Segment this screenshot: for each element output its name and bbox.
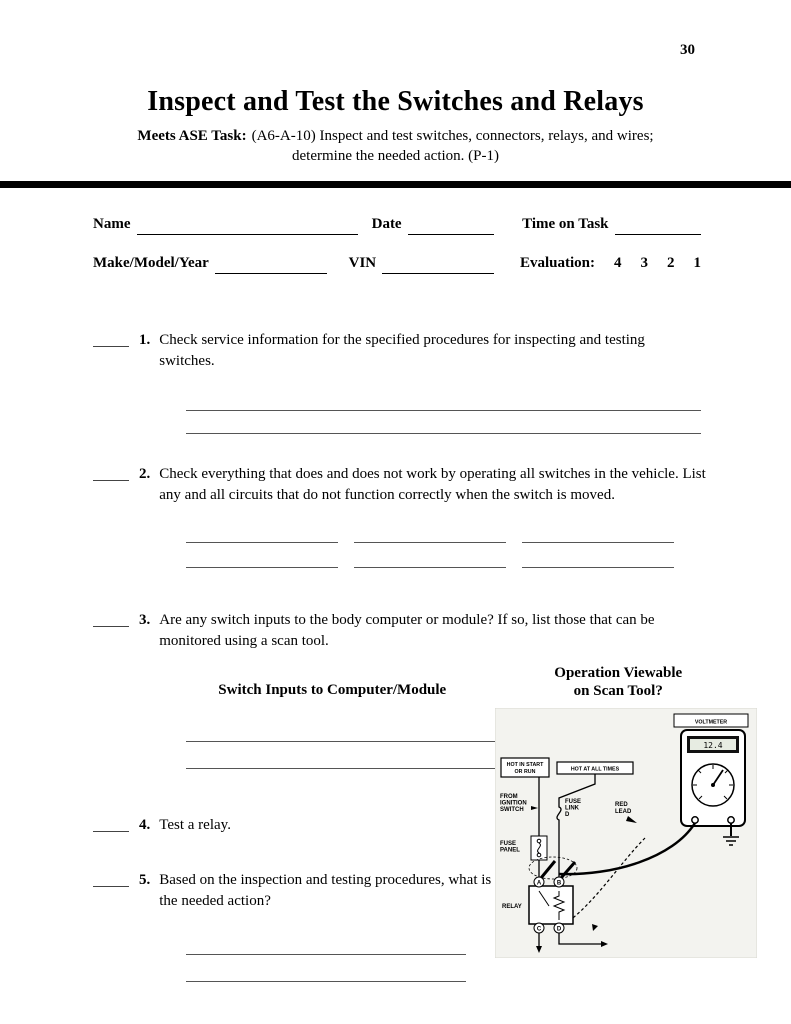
answer-line bbox=[186, 518, 338, 543]
ase-task-label: Meets ASE Task: bbox=[137, 128, 247, 145]
grade-blank bbox=[93, 613, 129, 627]
form-row-1 bbox=[93, 214, 701, 235]
time-on-task-blank bbox=[615, 220, 701, 235]
fuse-link-line1: FUSE bbox=[565, 799, 582, 805]
grade-blank bbox=[93, 333, 129, 347]
hot-at-all-times-label: HOT AT ALL TIMES bbox=[570, 766, 620, 773]
terminal-a-label: A bbox=[536, 880, 542, 887]
page-title: Inspect and Test the Switches and Relays bbox=[147, 86, 644, 117]
task-3-number: 3. bbox=[139, 611, 151, 628]
fuse-link-line2: LINK bbox=[565, 805, 579, 812]
vin-blank bbox=[382, 259, 494, 274]
answer-line bbox=[186, 928, 466, 955]
column-header-scan-tool-line2: on Scan Tool? bbox=[573, 683, 663, 700]
task-5-number: 5. bbox=[139, 872, 151, 889]
ase-task-line2: determine the needed action. (P-1) bbox=[292, 148, 499, 165]
answer-line bbox=[522, 518, 674, 543]
meter-terminal-left bbox=[692, 817, 698, 823]
from-ignition-line2: IGNITION bbox=[500, 800, 527, 807]
answer-line bbox=[354, 543, 506, 568]
answer-line bbox=[186, 411, 701, 434]
meter-terminal-right bbox=[728, 817, 734, 823]
answer-line bbox=[522, 543, 674, 568]
time-on-task-label: Time on Task bbox=[522, 215, 609, 232]
relay-test-diagram-svg bbox=[495, 708, 757, 958]
grade-blank bbox=[93, 467, 129, 481]
fuse-link-line3: D bbox=[565, 812, 570, 818]
task-2-answer-grid bbox=[186, 518, 791, 568]
red-lead-line2: LEAD bbox=[615, 809, 632, 815]
task-1-number: 1. bbox=[139, 331, 151, 348]
task-4-number: 4. bbox=[139, 817, 151, 834]
evaluation-score-1: 1 bbox=[693, 254, 701, 271]
answer-line bbox=[186, 715, 546, 742]
evaluation-score-2: 2 bbox=[667, 254, 675, 271]
fuse-panel-line1: FUSE bbox=[500, 841, 517, 847]
hot-in-start-label-line2: OR RUN bbox=[514, 769, 536, 775]
name-label: Name bbox=[93, 215, 131, 232]
make-model-year-label: Make/Model/Year bbox=[93, 254, 209, 271]
terminal-b-label: B bbox=[556, 880, 562, 887]
task-2-text: Check everything that does and does not work by operating all switches in the vehicle. List any and all circuits that do not function correctly when the switch is moved. bbox=[159, 465, 706, 503]
relay-label: RELAY bbox=[502, 904, 522, 910]
relay-test-diagram bbox=[495, 708, 757, 958]
from-ignition-line1: FROM bbox=[500, 794, 518, 800]
answer-grid-row bbox=[186, 518, 791, 543]
answer-line bbox=[186, 543, 338, 568]
form-row-2 bbox=[93, 253, 701, 274]
name-blank bbox=[137, 220, 358, 235]
evaluation-label: Evaluation: bbox=[519, 254, 595, 271]
task-2 bbox=[93, 464, 791, 568]
hot-in-start-label-line1: HOT IN START bbox=[506, 762, 544, 768]
evaluation-score-3: 3 bbox=[640, 254, 648, 271]
relay-box bbox=[529, 886, 573, 924]
from-ignition-line3: SWITCH bbox=[500, 807, 524, 813]
answer-line bbox=[186, 955, 466, 982]
ase-task-text: (A6-A-10) Inspect and test switches, connectors, relays, and wires; bbox=[251, 128, 654, 145]
divider-rule bbox=[0, 181, 791, 188]
column-header-scan-tool-line1: Operation Viewable bbox=[554, 664, 683, 681]
task-3-text: Are any switch inputs to the body computer or module? If so, list those that can be monitored using a scan tool. bbox=[159, 611, 655, 649]
task-1 bbox=[93, 330, 791, 434]
answer-line bbox=[186, 388, 701, 411]
answer-grid-row bbox=[186, 543, 791, 568]
ase-task-line1 bbox=[0, 126, 791, 146]
grade-blank bbox=[93, 873, 129, 887]
date-blank bbox=[408, 220, 494, 235]
terminal-d-label: D bbox=[556, 926, 562, 933]
page-number: 30 bbox=[680, 42, 695, 58]
task-1-text: Check service information for the specified procedures for inspecting and testing switches. bbox=[159, 331, 645, 369]
fuse-panel-line2: PANEL bbox=[500, 847, 520, 854]
make-model-year-blank bbox=[215, 259, 327, 274]
answer-line bbox=[354, 518, 506, 543]
task-1-answer-lines bbox=[186, 388, 791, 434]
ase-task-subtitle bbox=[0, 126, 791, 167]
date-label: Date bbox=[371, 215, 402, 232]
task-4-text: Test a relay. bbox=[159, 817, 231, 834]
column-header-switch-inputs: Switch Inputs to Computer/Module bbox=[218, 682, 447, 699]
vin-label: VIN bbox=[348, 254, 377, 271]
task-1-body bbox=[159, 330, 791, 434]
voltmeter-label: VOLTMETER bbox=[694, 719, 728, 726]
column-header-scan-tool bbox=[543, 664, 693, 702]
task-3-column-headers bbox=[159, 664, 791, 702]
task-2-number: 2. bbox=[139, 465, 151, 482]
header-form bbox=[93, 214, 701, 274]
task-5-text: Based on the inspection and testing procedures, what is the needed action? bbox=[159, 872, 492, 910]
red-lead-line1: RED bbox=[615, 802, 628, 808]
meter-reading: 12.4 bbox=[703, 741, 723, 750]
task-2-body bbox=[159, 464, 791, 568]
terminal-c-label: C bbox=[536, 926, 542, 933]
evaluation-score-4: 4 bbox=[614, 254, 622, 271]
grade-blank bbox=[93, 818, 129, 832]
answer-line bbox=[186, 742, 546, 769]
